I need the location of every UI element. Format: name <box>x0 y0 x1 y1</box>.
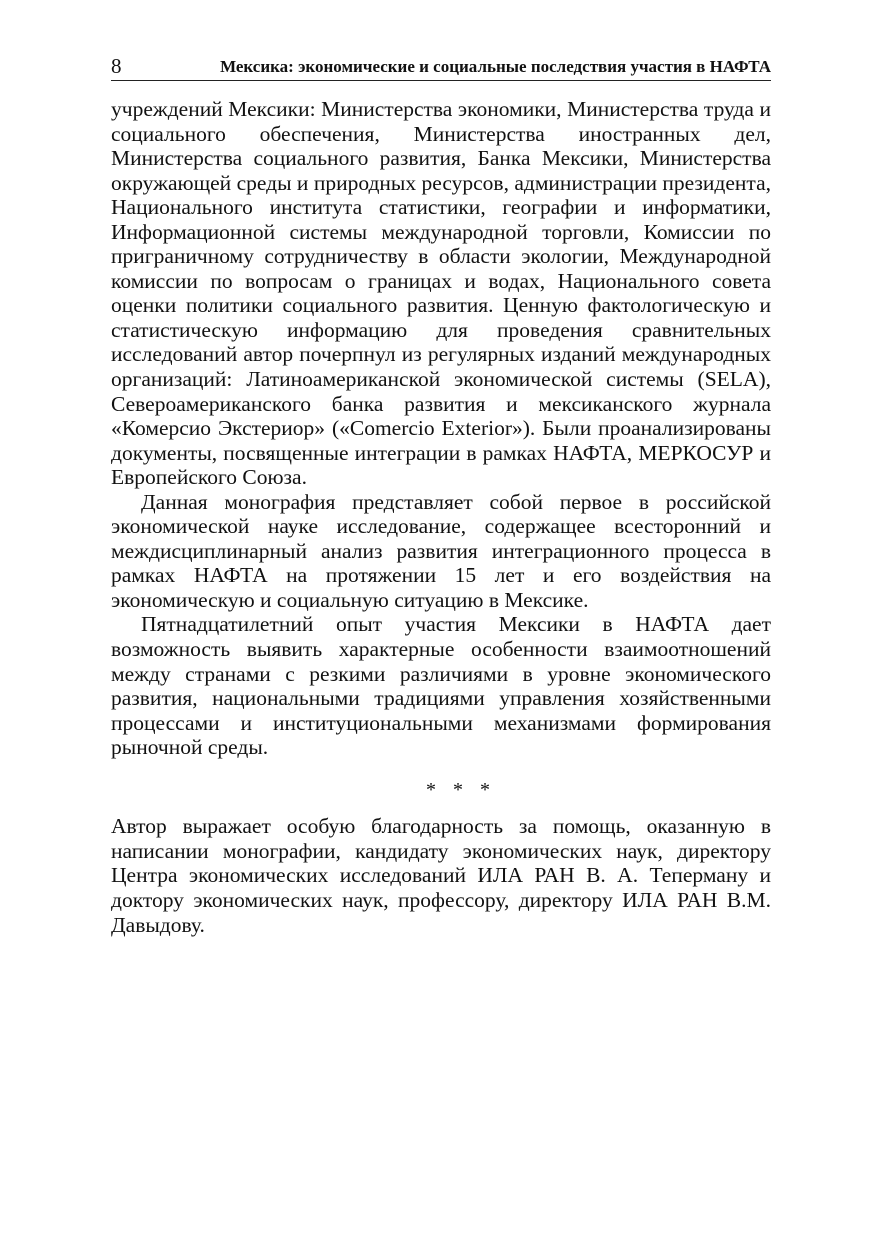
body-text <box>111 97 771 937</box>
acknowledgement-paragraph: Автор выражает особую благодарность за помощь, оказанную в написании монографии, кандидату экономических наук, директору Центра экономических исследований ИЛА РАН В. А. Теперману и доктору экономических наук, профессору, директору ИЛА РАН В.М. Давыдову. <box>111 814 771 937</box>
running-header <box>111 52 771 81</box>
paragraph-continued: учреждений Мексики: Министерства экономики, Министерства труда и социального обеспечения, Министерства иностранных дел, Министерства социального развития, Банка Мексики, Министерства окружающей среды и природных ресурсов, администрации президента, Национального института статистики, географии и информатики, Информационной системы международной торговли, Комиссии по приграничному сотрудничеству в области экологии, Международной комиссии по вопросам о границах и водах, Национального совета оценки политики социального развития. Ценную фактологическую и статистическую информацию для проведения сравнительных исследований автор почерпнул из регулярных изданий международных организаций: Латиноамериканской экономической системы (SELA), Североамериканского банка развития и мексиканского журнала «Комерсио Экстериор» («Comercio Exterior»). Были проанализированы документы, посвященные интеграции в рамках НАФТА, МЕРКОСУР и Европейского Союза. <box>111 97 771 490</box>
document-page <box>111 52 771 937</box>
paragraph-monograph: Данная монография представляет собой первое в российской экономической науке исследование, содержащее всесторонний и междисциплинарный анализ развития интеграционного процесса в рамках НАФТА на протяжении 15 лет и его воздействия на экономическую и социальную ситуацию в Мексике. <box>111 489 771 612</box>
running-title: Мексика: экономические и социальные последствия участия в НАФТА <box>220 57 771 76</box>
page-number: 8 <box>111 54 122 78</box>
paragraph-experience: Пятнадцатилетний опыт участия Мексики в НАФТА дает возможность выявить характерные особенности взаимоотношений между странами с резкими различиями в уровне экономического развития, национальными традициями управления хозяйственными процессами и институциональными механизмами формирования рыночной среды. <box>111 612 771 760</box>
section-separator: * * * <box>426 778 496 801</box>
